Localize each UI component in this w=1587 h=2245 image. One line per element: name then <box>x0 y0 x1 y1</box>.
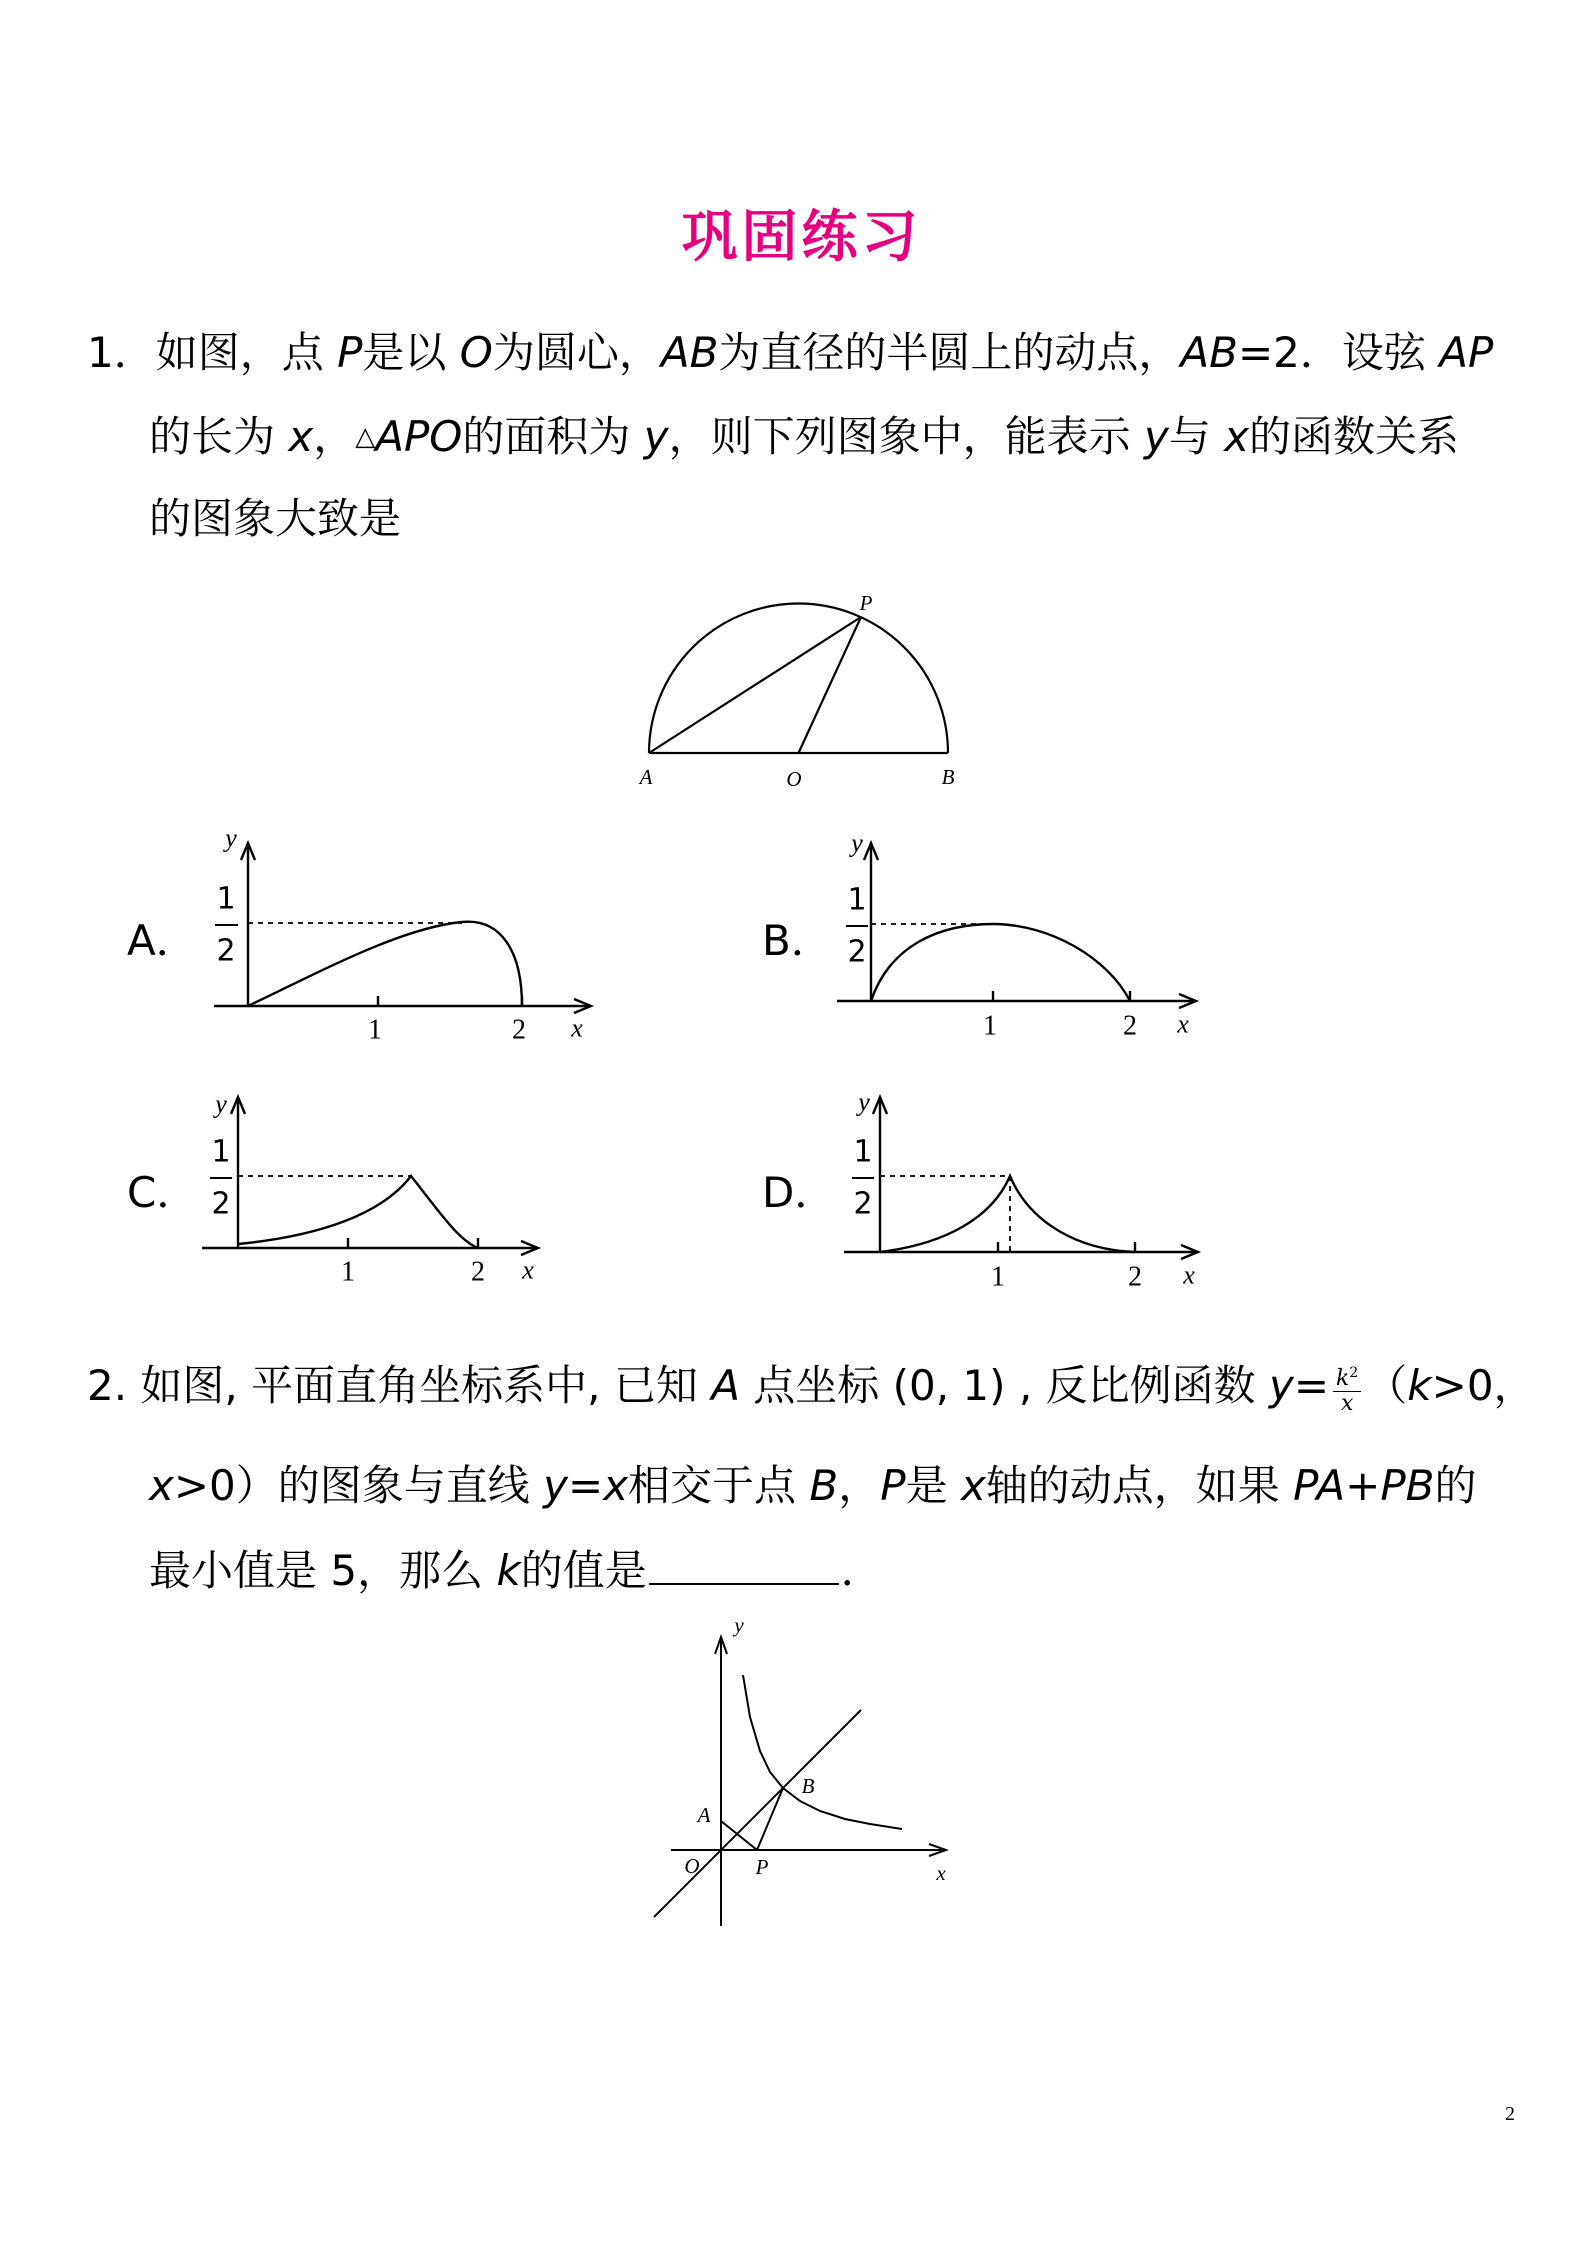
text-segment: 的 <box>1434 1461 1477 1510</box>
math-symbol: P <box>337 328 363 377</box>
x-axis-label: x <box>936 1861 946 1885</box>
text-segment: △ <box>355 422 376 452</box>
option-d-graph <box>844 1097 1198 1259</box>
x-axis-label: x <box>522 1255 534 1285</box>
text-segment: ， <box>313 412 356 461</box>
option-c-graph <box>202 1097 538 1255</box>
math-symbol: APO <box>375 412 463 461</box>
point-label-a: A <box>697 1803 711 1827</box>
text-segment: >0， <box>1431 1361 1536 1410</box>
y-axis-label: y <box>851 828 863 858</box>
option-d-label: D． <box>762 1168 837 1217</box>
text-segment: （ <box>1365 1361 1408 1410</box>
y-axis-label: y <box>734 1613 744 1637</box>
half-denominator: 2 <box>853 1186 873 1222</box>
math-symbol: O <box>459 328 493 377</box>
numerator-exponent: 2 <box>1349 1365 1359 1381</box>
tick-label-2: 2 <box>1128 1261 1142 1293</box>
point-label-b: B <box>941 765 955 789</box>
text-segment: 的长为 <box>149 412 289 461</box>
semicircle-figure <box>649 604 948 754</box>
math-symbol: x <box>1224 412 1250 461</box>
half-denominator: 2 <box>211 1186 231 1222</box>
text-segment: 是以 <box>362 328 460 377</box>
tick-label-2: 2 <box>512 1014 526 1046</box>
fraction-denominator: x <box>1340 1391 1354 1416</box>
tick-label-2: 2 <box>471 1256 485 1288</box>
math-symbol: AB <box>1180 328 1238 377</box>
text-segment: = <box>567 1461 604 1510</box>
numerator-symbol: k <box>1336 1366 1350 1391</box>
math-symbol: k <box>496 1546 521 1595</box>
math-symbol: AB <box>660 328 719 377</box>
half-numerator: 1 <box>853 1134 873 1170</box>
math-symbol: k <box>1407 1361 1432 1410</box>
math-symbol: AP <box>1439 328 1494 377</box>
point-label-p: P <box>755 1855 769 1879</box>
text-segment: 点坐标 (0, 1) , 反比例函数 <box>739 1361 1269 1410</box>
text-segment: 为直径的半圆上的动点， <box>718 328 1181 377</box>
math-symbol: y <box>1143 412 1169 461</box>
tick-label-1: 1 <box>341 1256 355 1288</box>
half-numerator: 1 <box>211 1134 231 1170</box>
coordinate-figure <box>654 1637 946 1926</box>
math-symbol: x <box>603 1461 629 1510</box>
text-segment: 的图象大致是 <box>149 494 402 543</box>
y-axis-label: y <box>215 1089 227 1119</box>
page-number: 2 <box>1505 2103 1515 2125</box>
half-numerator: 1 <box>216 881 236 917</box>
option-b-label: B． <box>762 916 833 965</box>
y-axis-label: y <box>225 823 237 853</box>
option-a-label: A． <box>127 916 198 965</box>
point-label-p: P <box>859 591 873 615</box>
math-symbol: x <box>960 1461 986 1510</box>
text-segment: 最小值是 5，那么 <box>149 1546 497 1595</box>
text-segment: + <box>1345 1461 1381 1510</box>
hyperbola-curve <box>743 1675 902 1829</box>
math-symbol: B <box>809 1461 839 1510</box>
text-segment: =2．设弦 <box>1237 328 1440 377</box>
text-segment: 为圆心， <box>492 328 661 377</box>
tick-label-1: 1 <box>991 1261 1005 1293</box>
math-symbol: y <box>1268 1361 1294 1410</box>
point-label-b: B <box>801 1774 815 1798</box>
text-segment: ， <box>838 1461 881 1510</box>
half-denominator: 2 <box>847 934 867 970</box>
math-symbol: PA <box>1293 1461 1346 1510</box>
text-segment: 是 <box>905 1461 961 1510</box>
text-segment: 相交于点 <box>628 1461 810 1510</box>
segment-pb <box>757 1788 783 1850</box>
option-a-graph <box>214 843 591 1013</box>
x-axis-label: x <box>1177 1009 1189 1039</box>
origin-label: O <box>684 1854 700 1878</box>
text-segment: 轴的动点，如果 <box>985 1461 1294 1510</box>
text-segment: ，则下列图象中，能表示 <box>668 412 1144 461</box>
semicircle-arc <box>649 604 948 754</box>
x-axis-label: x <box>1183 1260 1195 1290</box>
half-denominator: 2 <box>216 933 236 969</box>
text-segment: ． <box>840 1546 883 1595</box>
text-segment: >0）的图象与直线 <box>173 1461 544 1510</box>
point-label-a: A <box>639 765 653 789</box>
y-axis-label: y <box>858 1087 870 1117</box>
math-symbol: A <box>711 1361 740 1410</box>
half-numerator: 1 <box>847 882 867 918</box>
math-symbol: x <box>288 412 314 461</box>
point-label-o: O <box>786 767 802 791</box>
graph-curve <box>871 924 1130 1001</box>
text-segment: 1．如图，点 <box>87 328 338 377</box>
math-symbol: y <box>543 1461 568 1510</box>
text-segment: 的函数关系 <box>1249 412 1460 461</box>
graph-curve <box>880 1176 1135 1252</box>
graph-curve <box>238 1176 478 1248</box>
text-segment: 与 <box>1168 412 1225 461</box>
option-b-graph <box>837 843 1196 1008</box>
tick-label-1: 1 <box>368 1014 382 1046</box>
text-segment: 的值是 <box>520 1546 647 1595</box>
tick-label-1: 1 <box>983 1010 997 1042</box>
text-segment: = <box>1293 1361 1330 1410</box>
text-segment: 2. 如图, 平面直角坐标系中, 已知 <box>87 1361 712 1410</box>
page-title: 巩固练习 <box>681 205 922 270</box>
graph-curve <box>248 922 522 1006</box>
tick-label-2: 2 <box>1123 1010 1137 1042</box>
math-symbol: y <box>643 412 669 461</box>
x-axis-label: x <box>571 1013 583 1043</box>
math-symbol: PB <box>1380 1461 1435 1510</box>
math-symbol: P <box>880 1461 906 1510</box>
option-c-label: C． <box>127 1168 199 1217</box>
math-symbol: x <box>149 1461 174 1510</box>
text-segment: 的面积为 <box>462 412 644 461</box>
